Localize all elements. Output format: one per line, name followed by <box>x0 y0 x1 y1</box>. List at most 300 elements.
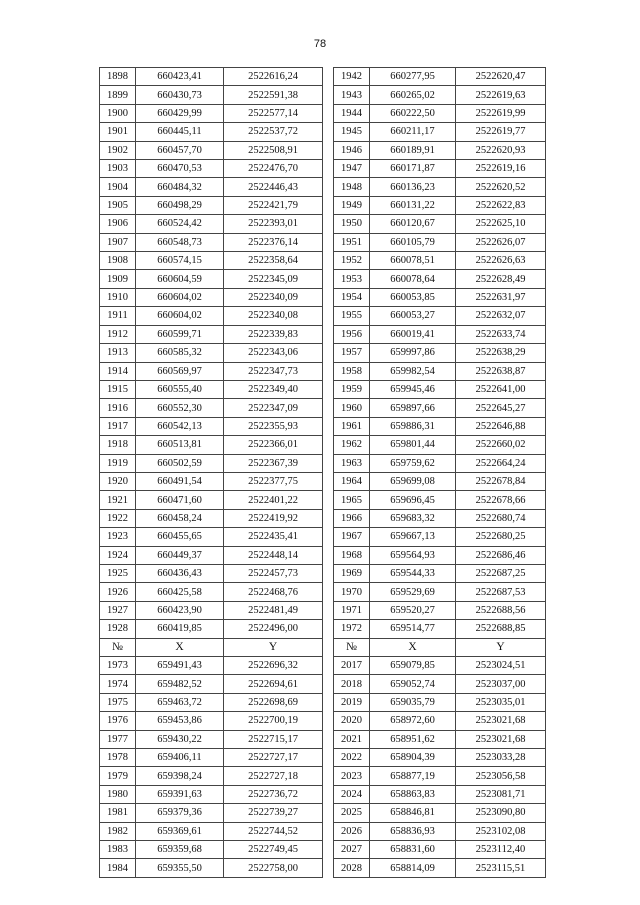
table-row <box>100 325 323 343</box>
coord-y: 2522419,92 <box>224 509 323 527</box>
table-row <box>334 693 546 711</box>
table-row <box>334 86 546 104</box>
table-row <box>334 380 546 398</box>
coord-x: 659897,66 <box>370 399 456 417</box>
table-row <box>334 583 546 601</box>
coordinates-table-left <box>99 67 323 878</box>
coord-y: 2522496,00 <box>224 620 323 638</box>
table-row <box>100 215 323 233</box>
coord-y: 2522340,09 <box>224 288 323 306</box>
table-row <box>100 564 323 582</box>
point-number: 2022 <box>334 749 370 767</box>
point-number: 1927 <box>100 601 136 619</box>
coord-x: 659759,62 <box>370 454 456 472</box>
coord-y: 2522645,27 <box>456 399 546 417</box>
table-row <box>100 509 323 527</box>
coord-x: 659667,13 <box>370 528 456 546</box>
header-number: № <box>100 638 136 656</box>
coord-x: 660053,27 <box>370 307 456 325</box>
coord-y: 2522696,32 <box>224 657 323 675</box>
table-row <box>100 454 323 472</box>
coord-y: 2522448,14 <box>224 546 323 564</box>
coord-x: 660585,32 <box>136 344 224 362</box>
point-number: 1983 <box>100 841 136 859</box>
coord-y: 2522739,27 <box>224 804 323 822</box>
coord-x: 659035,79 <box>370 693 456 711</box>
coord-y: 2522577,14 <box>224 104 323 122</box>
point-number: 1956 <box>334 325 370 343</box>
table-row <box>334 417 546 435</box>
coord-x: 660078,64 <box>370 270 456 288</box>
table-row <box>334 730 546 748</box>
coord-x: 660423,90 <box>136 601 224 619</box>
point-number: 1970 <box>334 583 370 601</box>
point-number: 2023 <box>334 767 370 785</box>
table-row <box>100 68 323 86</box>
table-row <box>100 160 323 178</box>
header-y: Y <box>456 638 546 656</box>
coord-x: 660430,73 <box>136 86 224 104</box>
coord-y: 2522678,84 <box>456 472 546 490</box>
point-number: 1928 <box>100 620 136 638</box>
point-number: 1909 <box>100 270 136 288</box>
point-number: 2019 <box>334 693 370 711</box>
coord-y: 2522481,49 <box>224 601 323 619</box>
point-number: 1913 <box>100 344 136 362</box>
coord-y: 2523024,51 <box>456 657 546 675</box>
point-number: 1917 <box>100 417 136 435</box>
coord-x: 660569,97 <box>136 362 224 380</box>
table-row <box>100 822 323 840</box>
table-row <box>100 86 323 104</box>
table-row <box>100 270 323 288</box>
point-number: 1923 <box>100 528 136 546</box>
coord-x: 659529,69 <box>370 583 456 601</box>
table-row <box>334 785 546 803</box>
point-number: 1926 <box>100 583 136 601</box>
table-row <box>100 491 323 509</box>
coord-y: 2522347,73 <box>224 362 323 380</box>
table-row <box>100 252 323 270</box>
table-row <box>100 344 323 362</box>
coord-x: 660604,02 <box>136 307 224 325</box>
coord-y: 2522664,24 <box>456 454 546 472</box>
point-number: 1961 <box>334 417 370 435</box>
table-row <box>100 657 323 675</box>
header-number: № <box>334 638 370 656</box>
point-number: 1981 <box>100 804 136 822</box>
coord-y: 2522758,00 <box>224 859 323 877</box>
point-number: 1984 <box>100 859 136 877</box>
table-row <box>100 380 323 398</box>
coord-y: 2522345,09 <box>224 270 323 288</box>
point-number: 1946 <box>334 141 370 159</box>
coord-x: 660542,13 <box>136 417 224 435</box>
coord-x: 658836,93 <box>370 822 456 840</box>
coord-x: 658831,60 <box>370 841 456 859</box>
coord-y: 2522698,69 <box>224 693 323 711</box>
coord-y: 2522631,97 <box>456 288 546 306</box>
point-number: 1959 <box>334 380 370 398</box>
point-number: 1942 <box>334 68 370 86</box>
point-number: 1912 <box>100 325 136 343</box>
table-row <box>100 399 323 417</box>
point-number: 1968 <box>334 546 370 564</box>
coord-x: 659379,36 <box>136 804 224 822</box>
coord-x: 659482,52 <box>136 675 224 693</box>
coord-x: 658846,81 <box>370 804 456 822</box>
table-row <box>334 233 546 251</box>
coord-y: 2522744,52 <box>224 822 323 840</box>
coord-y: 2522688,85 <box>456 620 546 638</box>
point-number: 1908 <box>100 252 136 270</box>
point-number: 1947 <box>334 160 370 178</box>
coord-y: 2522626,07 <box>456 233 546 251</box>
point-number: 1963 <box>334 454 370 472</box>
point-number: 1950 <box>334 215 370 233</box>
coord-x: 660455,65 <box>136 528 224 546</box>
point-number: 1922 <box>100 509 136 527</box>
table-row <box>334 362 546 380</box>
coord-x: 659886,31 <box>370 417 456 435</box>
point-number: 1965 <box>334 491 370 509</box>
point-number: 1944 <box>334 104 370 122</box>
table-row <box>334 270 546 288</box>
coord-y: 2523021,68 <box>456 712 546 730</box>
coord-x: 660078,51 <box>370 252 456 270</box>
coord-y: 2522660,02 <box>456 436 546 454</box>
point-number: 1898 <box>100 68 136 86</box>
table-row <box>100 178 323 196</box>
table-row <box>100 804 323 822</box>
coord-x: 658904,39 <box>370 749 456 767</box>
coord-x: 660419,85 <box>136 620 224 638</box>
coord-y: 2522620,93 <box>456 141 546 159</box>
point-number: 1975 <box>100 693 136 711</box>
coord-x: 659520,27 <box>370 601 456 619</box>
point-number: 1958 <box>334 362 370 380</box>
coord-y: 2523115,51 <box>456 859 546 877</box>
point-number: 1903 <box>100 160 136 178</box>
coord-y: 2522393,01 <box>224 215 323 233</box>
coord-x: 660136,23 <box>370 178 456 196</box>
coord-y: 2522435,41 <box>224 528 323 546</box>
coord-y: 2522700,19 <box>224 712 323 730</box>
coord-y: 2522367,39 <box>224 454 323 472</box>
table-row <box>334 620 546 638</box>
coord-y: 2522468,76 <box>224 583 323 601</box>
point-number: 1907 <box>100 233 136 251</box>
coord-y: 2522339,83 <box>224 325 323 343</box>
coord-y: 2523090,80 <box>456 804 546 822</box>
coord-x: 660524,42 <box>136 215 224 233</box>
header-y: Y <box>224 638 323 656</box>
table-row <box>100 712 323 730</box>
table-row <box>334 546 546 564</box>
coord-x: 660491,54 <box>136 472 224 490</box>
coord-y: 2522686,46 <box>456 546 546 564</box>
point-number: 1901 <box>100 123 136 141</box>
coord-x: 658972,60 <box>370 712 456 730</box>
table-row <box>334 344 546 362</box>
coord-x: 659052,74 <box>370 675 456 693</box>
coord-x: 659997,86 <box>370 344 456 362</box>
coord-y: 2522340,08 <box>224 307 323 325</box>
point-number: 1957 <box>334 344 370 362</box>
coord-y: 2522377,75 <box>224 472 323 490</box>
point-number: 2020 <box>334 712 370 730</box>
point-number: 1910 <box>100 288 136 306</box>
coord-x: 660471,60 <box>136 491 224 509</box>
table-row <box>100 749 323 767</box>
coord-x: 660053,85 <box>370 288 456 306</box>
coord-x: 660484,32 <box>136 178 224 196</box>
table-row <box>334 564 546 582</box>
table-row <box>100 104 323 122</box>
coord-x: 660502,59 <box>136 454 224 472</box>
coord-x: 660458,24 <box>136 509 224 527</box>
point-number: 2025 <box>334 804 370 822</box>
point-number: 2026 <box>334 822 370 840</box>
table-row <box>334 215 546 233</box>
table-row <box>334 288 546 306</box>
coord-x: 660425,58 <box>136 583 224 601</box>
table-row <box>334 675 546 693</box>
point-number: 1899 <box>100 86 136 104</box>
coord-x: 660423,41 <box>136 68 224 86</box>
coord-x: 660449,37 <box>136 546 224 564</box>
coord-y: 2522619,99 <box>456 104 546 122</box>
coord-x: 660513,81 <box>136 436 224 454</box>
point-number: 1920 <box>100 472 136 490</box>
coord-x: 660470,53 <box>136 160 224 178</box>
coord-x: 659391,63 <box>136 785 224 803</box>
point-number: 1960 <box>334 399 370 417</box>
coord-y: 2523037,00 <box>456 675 546 693</box>
coord-x: 660222,50 <box>370 104 456 122</box>
point-number: 1978 <box>100 749 136 767</box>
coord-x: 658951,62 <box>370 730 456 748</box>
coord-y: 2522633,74 <box>456 325 546 343</box>
coord-x: 658863,83 <box>370 785 456 803</box>
coord-x: 660555,40 <box>136 380 224 398</box>
coord-y: 2522736,72 <box>224 785 323 803</box>
coord-y: 2522358,64 <box>224 252 323 270</box>
table-row <box>334 141 546 159</box>
point-number: 1979 <box>100 767 136 785</box>
point-number: 1972 <box>334 620 370 638</box>
point-number: 1911 <box>100 307 136 325</box>
point-number: 1966 <box>334 509 370 527</box>
coord-x: 660429,99 <box>136 104 224 122</box>
table-row <box>100 436 323 454</box>
point-number: 2017 <box>334 657 370 675</box>
point-number: 1977 <box>100 730 136 748</box>
coordinates-table-right <box>333 67 546 878</box>
table-row <box>100 601 323 619</box>
table-row <box>334 749 546 767</box>
coord-x: 660548,73 <box>136 233 224 251</box>
table-row <box>100 767 323 785</box>
point-number: 1943 <box>334 86 370 104</box>
table-row <box>100 417 323 435</box>
coord-x: 658877,19 <box>370 767 456 785</box>
point-number: 1916 <box>100 399 136 417</box>
table-row <box>334 104 546 122</box>
table-row <box>334 178 546 196</box>
table-row <box>100 141 323 159</box>
table-row <box>334 160 546 178</box>
coord-x: 659453,86 <box>136 712 224 730</box>
coord-y: 2522625,10 <box>456 215 546 233</box>
table-row <box>334 767 546 785</box>
table-row <box>334 123 546 141</box>
table-row <box>100 196 323 214</box>
coord-y: 2522349,40 <box>224 380 323 398</box>
table-row <box>100 859 323 877</box>
coord-y: 2522421,79 <box>224 196 323 214</box>
point-number: 1967 <box>334 528 370 546</box>
coord-x: 659801,44 <box>370 436 456 454</box>
table-row <box>334 472 546 490</box>
coord-x: 659564,93 <box>370 546 456 564</box>
coord-y: 2523021,68 <box>456 730 546 748</box>
point-number: 1953 <box>334 270 370 288</box>
point-number: 1925 <box>100 564 136 582</box>
coord-y: 2522476,70 <box>224 160 323 178</box>
coord-x: 660171,87 <box>370 160 456 178</box>
point-number: 1919 <box>100 454 136 472</box>
coord-x: 659696,45 <box>370 491 456 509</box>
point-number: 1915 <box>100 380 136 398</box>
coord-x: 659398,24 <box>136 767 224 785</box>
table-row <box>100 288 323 306</box>
coord-y: 2522401,22 <box>224 491 323 509</box>
coord-y: 2522641,00 <box>456 380 546 398</box>
table-header-row <box>334 638 546 656</box>
coord-y: 2522680,74 <box>456 509 546 527</box>
table-row <box>100 583 323 601</box>
table-row <box>334 325 546 343</box>
coord-y: 2522347,09 <box>224 399 323 417</box>
table-row <box>100 123 323 141</box>
table-row <box>334 822 546 840</box>
point-number: 1921 <box>100 491 136 509</box>
coord-y: 2523102,08 <box>456 822 546 840</box>
point-number: 1914 <box>100 362 136 380</box>
header-x: X <box>370 638 456 656</box>
coord-y: 2522376,14 <box>224 233 323 251</box>
table-header-row <box>100 638 323 656</box>
coord-y: 2522680,25 <box>456 528 546 546</box>
coord-y: 2522678,66 <box>456 491 546 509</box>
coord-x: 660265,02 <box>370 86 456 104</box>
coord-x: 660019,41 <box>370 325 456 343</box>
point-number: 1974 <box>100 675 136 693</box>
coord-y: 2522620,47 <box>456 68 546 86</box>
coord-y: 2522632,07 <box>456 307 546 325</box>
table-row <box>100 307 323 325</box>
coord-y: 2522638,29 <box>456 344 546 362</box>
coord-y: 2522688,56 <box>456 601 546 619</box>
point-number: 1962 <box>334 436 370 454</box>
coord-y: 2522749,45 <box>224 841 323 859</box>
table-row <box>334 528 546 546</box>
point-number: 2027 <box>334 841 370 859</box>
coord-x: 660131,22 <box>370 196 456 214</box>
coord-y: 2523056,58 <box>456 767 546 785</box>
coord-x: 660105,79 <box>370 233 456 251</box>
table-row <box>100 675 323 693</box>
point-number: 1900 <box>100 104 136 122</box>
coord-x: 659544,33 <box>370 564 456 582</box>
coord-y: 2522620,52 <box>456 178 546 196</box>
table-row <box>334 436 546 454</box>
coord-y: 2523112,40 <box>456 841 546 859</box>
table-row <box>100 730 323 748</box>
point-number: 2024 <box>334 785 370 803</box>
table-row <box>100 841 323 859</box>
coord-x: 660277,95 <box>370 68 456 86</box>
table-row <box>334 491 546 509</box>
table-row <box>100 233 323 251</box>
coord-y: 2522626,63 <box>456 252 546 270</box>
table-row <box>334 601 546 619</box>
coord-x: 660574,15 <box>136 252 224 270</box>
table-row <box>334 196 546 214</box>
coord-x: 659491,43 <box>136 657 224 675</box>
coord-y: 2522694,61 <box>224 675 323 693</box>
point-number: 2021 <box>334 730 370 748</box>
coord-y: 2522343,06 <box>224 344 323 362</box>
coord-x: 660604,02 <box>136 288 224 306</box>
coord-x: 660457,70 <box>136 141 224 159</box>
coord-x: 659406,11 <box>136 749 224 767</box>
coord-x: 659359,68 <box>136 841 224 859</box>
coord-y: 2522537,72 <box>224 123 323 141</box>
point-number: 1980 <box>100 785 136 803</box>
table-row <box>100 620 323 638</box>
coord-y: 2522355,93 <box>224 417 323 435</box>
coord-x: 660445,11 <box>136 123 224 141</box>
coord-y: 2522727,17 <box>224 749 323 767</box>
coord-x: 659079,85 <box>370 657 456 675</box>
coord-y: 2523081,71 <box>456 785 546 803</box>
coord-x: 659945,46 <box>370 380 456 398</box>
coord-y: 2522619,16 <box>456 160 546 178</box>
coord-x: 660498,29 <box>136 196 224 214</box>
point-number: 1976 <box>100 712 136 730</box>
coord-x: 659430,22 <box>136 730 224 748</box>
point-number: 1955 <box>334 307 370 325</box>
point-number: 2018 <box>334 675 370 693</box>
table-row <box>334 657 546 675</box>
table-row <box>100 785 323 803</box>
table-row <box>334 712 546 730</box>
coord-y: 2522619,63 <box>456 86 546 104</box>
point-number: 1954 <box>334 288 370 306</box>
coord-x: 658814,09 <box>370 859 456 877</box>
coord-y: 2522727,18 <box>224 767 323 785</box>
coord-x: 659683,32 <box>370 509 456 527</box>
point-number: 1918 <box>100 436 136 454</box>
point-number: 1951 <box>334 233 370 251</box>
point-number: 1971 <box>334 601 370 619</box>
coord-x: 660552,30 <box>136 399 224 417</box>
page-number: 78 <box>313 38 327 50</box>
coord-y: 2522646,88 <box>456 417 546 435</box>
coord-y: 2522457,73 <box>224 564 323 582</box>
